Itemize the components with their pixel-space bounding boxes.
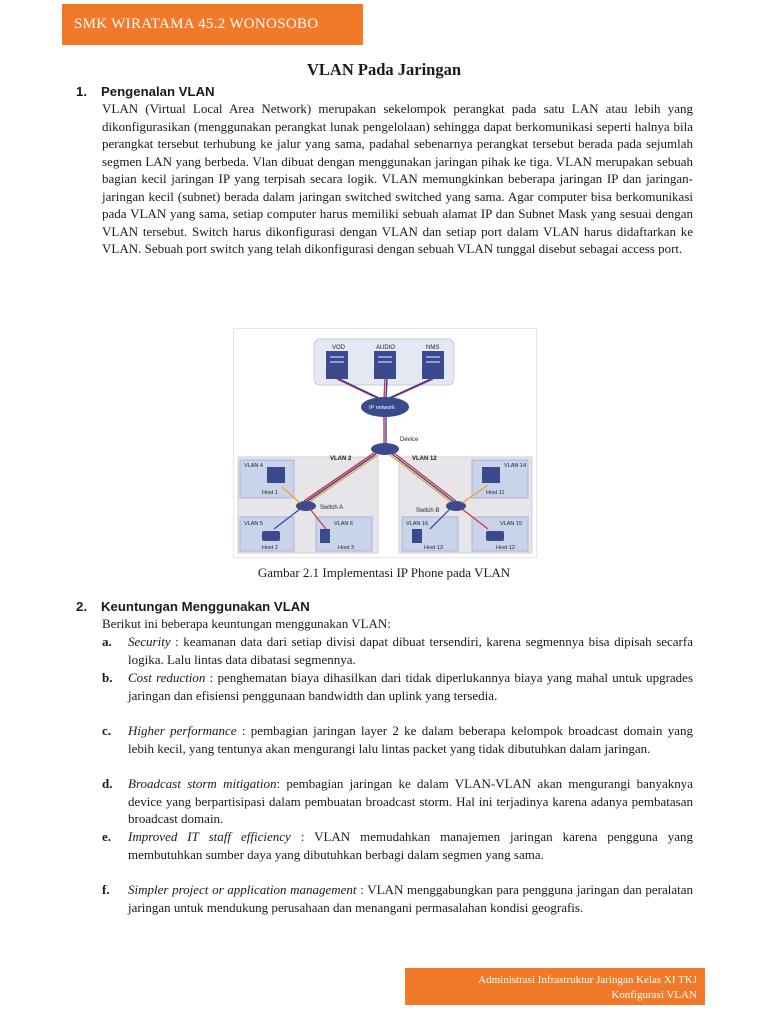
vlan-network-figure — [233, 328, 537, 558]
item-text: : pembagian jaringan layer 2 ke dalam beberapa kelompok broadcast domain yang lebih kecil, yang tentunya akan mengurangi lalu lintas packet yang tidak dibutuhkan dalam jaringan. — [128, 723, 693, 756]
device-label: Device — [400, 437, 419, 443]
header-band — [62, 4, 363, 45]
host-12-name: Host 12 — [496, 545, 515, 551]
vlan-12-label: VLAN 12 — [412, 456, 437, 462]
ip-phone-12-icon — [486, 531, 504, 541]
item-body — [128, 633, 693, 668]
host-12-vlan: VLAN 15 — [500, 521, 523, 527]
section-2-number: 2. — [76, 599, 87, 614]
ip-network-label: IP network — [369, 405, 395, 411]
advantage-item-higher-performance — [102, 722, 693, 757]
item-letter: b. — [102, 670, 113, 685]
pc-11-icon — [482, 467, 500, 483]
item-term: Cost reduction — [128, 670, 206, 685]
host-1-name: Host 1 — [262, 490, 278, 496]
item-text: : keamanan data dari setiap divisi dapat dibuat tersendiri, karena segmennya bisa dipisah secarfa logika. Lalu lintas data dibatasi segmennya. — [128, 634, 693, 667]
host-11-name: Host 11 — [486, 490, 505, 496]
figure-caption: Gambar 2.1 Implementasi IP Phone pada VLAN — [257, 565, 511, 580]
server-nms-label: NMS — [426, 345, 440, 351]
item-body — [128, 669, 693, 704]
server-vod-label: VOD — [332, 345, 346, 351]
section-2-title: Keuntungan Menggunakan VLAN — [101, 599, 310, 614]
switch-a-label: Switch A — [320, 505, 344, 511]
host-13-name: Host 13 — [424, 545, 443, 551]
server-nms-icon — [422, 351, 444, 379]
item-term: Security — [128, 634, 171, 649]
host-3-vlan: VLAN 6 — [334, 521, 353, 527]
section-1-paragraph: VLAN (Virtual Local Area Network) merupakan sekelompok perangkat pada satu LAN atau lebih yang dikonfigurasikan (menggunakan perangkat lunak pengelolaan) sehingga dapat berkomunikasi seperti halnya bila perangkat tersebut terhubung ke jalur yang sama, padahal sebenarnya perangkat tersebut berada pada sejumlah segmen LAN yang berbeda. Vlan dibuat dengan menggunakan jaringan pihak ke tiga. VLAN merupakan sebuah bagian kecil jaringan IP yang terpisah secara logik. VLAN memungkinkan beberapa jaringan IP dan jaringan-jaringan kecil (subnet) berada dalam jaringan switched switched yang sama. Agar computer bisa berkomunikasi pada VLAN yang sama, setiap computer harus memiliki sebuah alamat IP dan Subnet Mask yang sesuai dengan VLAN tersebut. Switch harus dikonfigurasi dengan VLAN dan setiap port dalam VLAN harus didaftarkan ke VLAN. Sebuah port switch yang telah dikonfigurasi dengan sebuah VLAN tunggal disebut sebagai access port. — [102, 101, 693, 256]
item-letter: a. — [102, 634, 112, 649]
document-title: VLAN Pada Jaringan — [306, 60, 462, 79]
advantage-item-security — [102, 633, 693, 668]
item-body — [128, 775, 693, 828]
item-body — [128, 828, 693, 863]
item-body — [128, 881, 693, 916]
item-letter: e. — [102, 829, 112, 844]
item-text: : VLAN memudahkan manajemen jaringan karena pengguna yang membutuhkan sumber daya yang dibutuhkan berbagi dalam segmen yang sama. — [128, 829, 693, 862]
item-term: Improved IT staff efficiency — [128, 829, 291, 844]
host-13-vlan: VLAN 16 — [406, 521, 429, 527]
item-letter: d. — [102, 776, 113, 791]
server-audio-icon — [374, 351, 396, 379]
footer-band — [405, 968, 705, 1005]
advantage-item-cost-reduction — [102, 669, 693, 704]
footer-course: Administrasi Infrastruktur Jaringan Kelas XI TKJ — [478, 974, 697, 986]
item-text: : pembagian jaringan ke dalam VLAN-VLAN akan mengurangi banyaknya device yang berpartisipasi dalam pembuatan broadcast storm. Hal ini terjadinya karena adanya pembatasan broadcast domain. — [128, 776, 693, 826]
item-term: Simpler project or application management — [128, 882, 357, 897]
host-2-name: Host 2 — [262, 545, 278, 551]
item-letter: c. — [102, 723, 112, 738]
item-term: Higher performance — [128, 723, 237, 738]
network-diagram — [234, 329, 536, 557]
section-1-title: Pengenalan VLAN — [101, 84, 215, 99]
item-text: : penghematan biaya dihasilkan dari tidak diperlukannya biaya yang mahal untuk upgrades jaringan dan efisiensi penggunaan bandwidth dan uplink yang tersedia. — [128, 670, 694, 703]
pc-1-icon — [267, 467, 285, 483]
phone-3-icon — [320, 529, 330, 543]
server-audio-label: AUDIO — [376, 345, 396, 351]
section-2-intro: Berikut ini beberapa keuntungan menggunakan VLAN: — [102, 616, 391, 631]
host-1-vlan: VLAN 4 — [244, 463, 263, 469]
item-body — [128, 722, 693, 757]
phone-13-icon — [412, 529, 422, 543]
host-3-name: Host 3 — [338, 545, 354, 551]
server-vod-icon — [326, 351, 348, 379]
ip-phone-2-icon — [262, 531, 280, 541]
switch-b-label: Switch B — [416, 508, 440, 514]
advantage-item-it-staff-efficiency — [102, 828, 693, 863]
item-text: : VLAN menggabungkan para pengguna jaringan dan peralatan jaringan untuk mendukung perusahaan dan menangani permasalahan kondisi geografis. — [128, 882, 693, 915]
advantage-item-project-management — [102, 881, 693, 916]
section-1-number: 1. — [76, 84, 87, 99]
school-name: SMK WIRATAMA 45.2 WONOSOBO — [74, 16, 319, 32]
item-term: Broadcast storm mitigation — [128, 776, 277, 791]
host-11-vlan: VLAN 14 — [504, 463, 527, 469]
advantage-item-broadcast-storm — [102, 775, 693, 828]
item-letter: f. — [102, 882, 110, 897]
host-2-vlan: VLAN 5 — [244, 521, 263, 527]
vlan-2-label: VLAN 2 — [330, 456, 352, 462]
footer-topic: Konfigurasi VLAN — [611, 989, 697, 1001]
